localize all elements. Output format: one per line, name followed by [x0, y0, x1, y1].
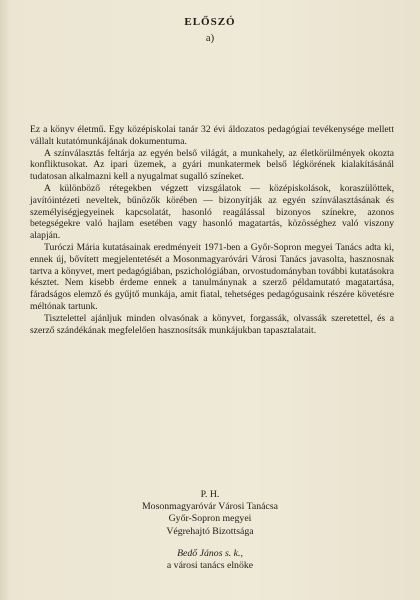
signature-committee: Végrehajtó Bizottsága — [166, 525, 254, 537]
signature-name: Bedő János s. k., — [177, 547, 243, 559]
signature-council: Mosonmagyaróvár Városi Tanácsa — [141, 501, 279, 513]
signature-initials: P. H. — [200, 489, 220, 500]
signature-block — [0, 489, 420, 572]
preface-body — [30, 124, 394, 336]
signature-county: Győr-Sopron megyei — [168, 513, 252, 525]
paragraph-5: Tisztelettel ajánljuk minden olvasónak a könyvet, forgassák, olvassák szeretettel, és a szerző szándékának megfelelően hasznosítsák munkájukban tapasztalatait. — [30, 312, 394, 336]
page-title: ELŐSZÓ — [184, 16, 236, 28]
section-label: a) — [205, 33, 215, 44]
paragraph-3: A különböző rétegekben végzett vizsgálatok — középiskolások, koraszülöttek, javítóintézeti neveltek, bűnözők körében — bizonyítják az egyén színválasztásának és személyiségjegyeinek kapcsolatát, hasonló reagálással bizonyos színekre, azonos betegségekre való hajlam esetében vagy hasonló magatartás, közösséghez való viszony alapján. — [30, 182, 394, 242]
signature-role: a városi tanács elnöke — [166, 560, 254, 572]
paragraph-2: A színválasztás feltárja az egyén belső világát, a munkahely, az életkörülmények okozta konfliktusokat. Az ipari üzemek, a gyári munkatermek belső légkörének kialakításánál tudatosan alkalmazni kell a nyugalmat sugalló színeket. — [30, 147, 394, 183]
paragraph-1: Ez a könyv életmű. Egy középiskolai tanár 32 évi áldozatos pedagógiai tevékenysége mellett vállalt kutatómunkájának dokumentuma. — [30, 124, 394, 147]
paragraph-4: Turóczi Mária kutatásainak eredményeit 1971-ben a Győr-Sopron megyei Tanács adta ki, ennek új, bővített megjelentetését a Mosonmagyaróvári Városi Tanács javasolta, hasznosnak tartva a könyvet, mert pedagógiában, pszichológiában, orvostudományban további kutatásokra késztet. Nem kisebb érdeme ennek a tanulmánynak a szerző példamutató magatartása, fáradságos elemző és gyűjtő munkája, amit fiatal, tehetséges pedagógusaink részére követésre méltónak tartunk. — [30, 241, 394, 312]
